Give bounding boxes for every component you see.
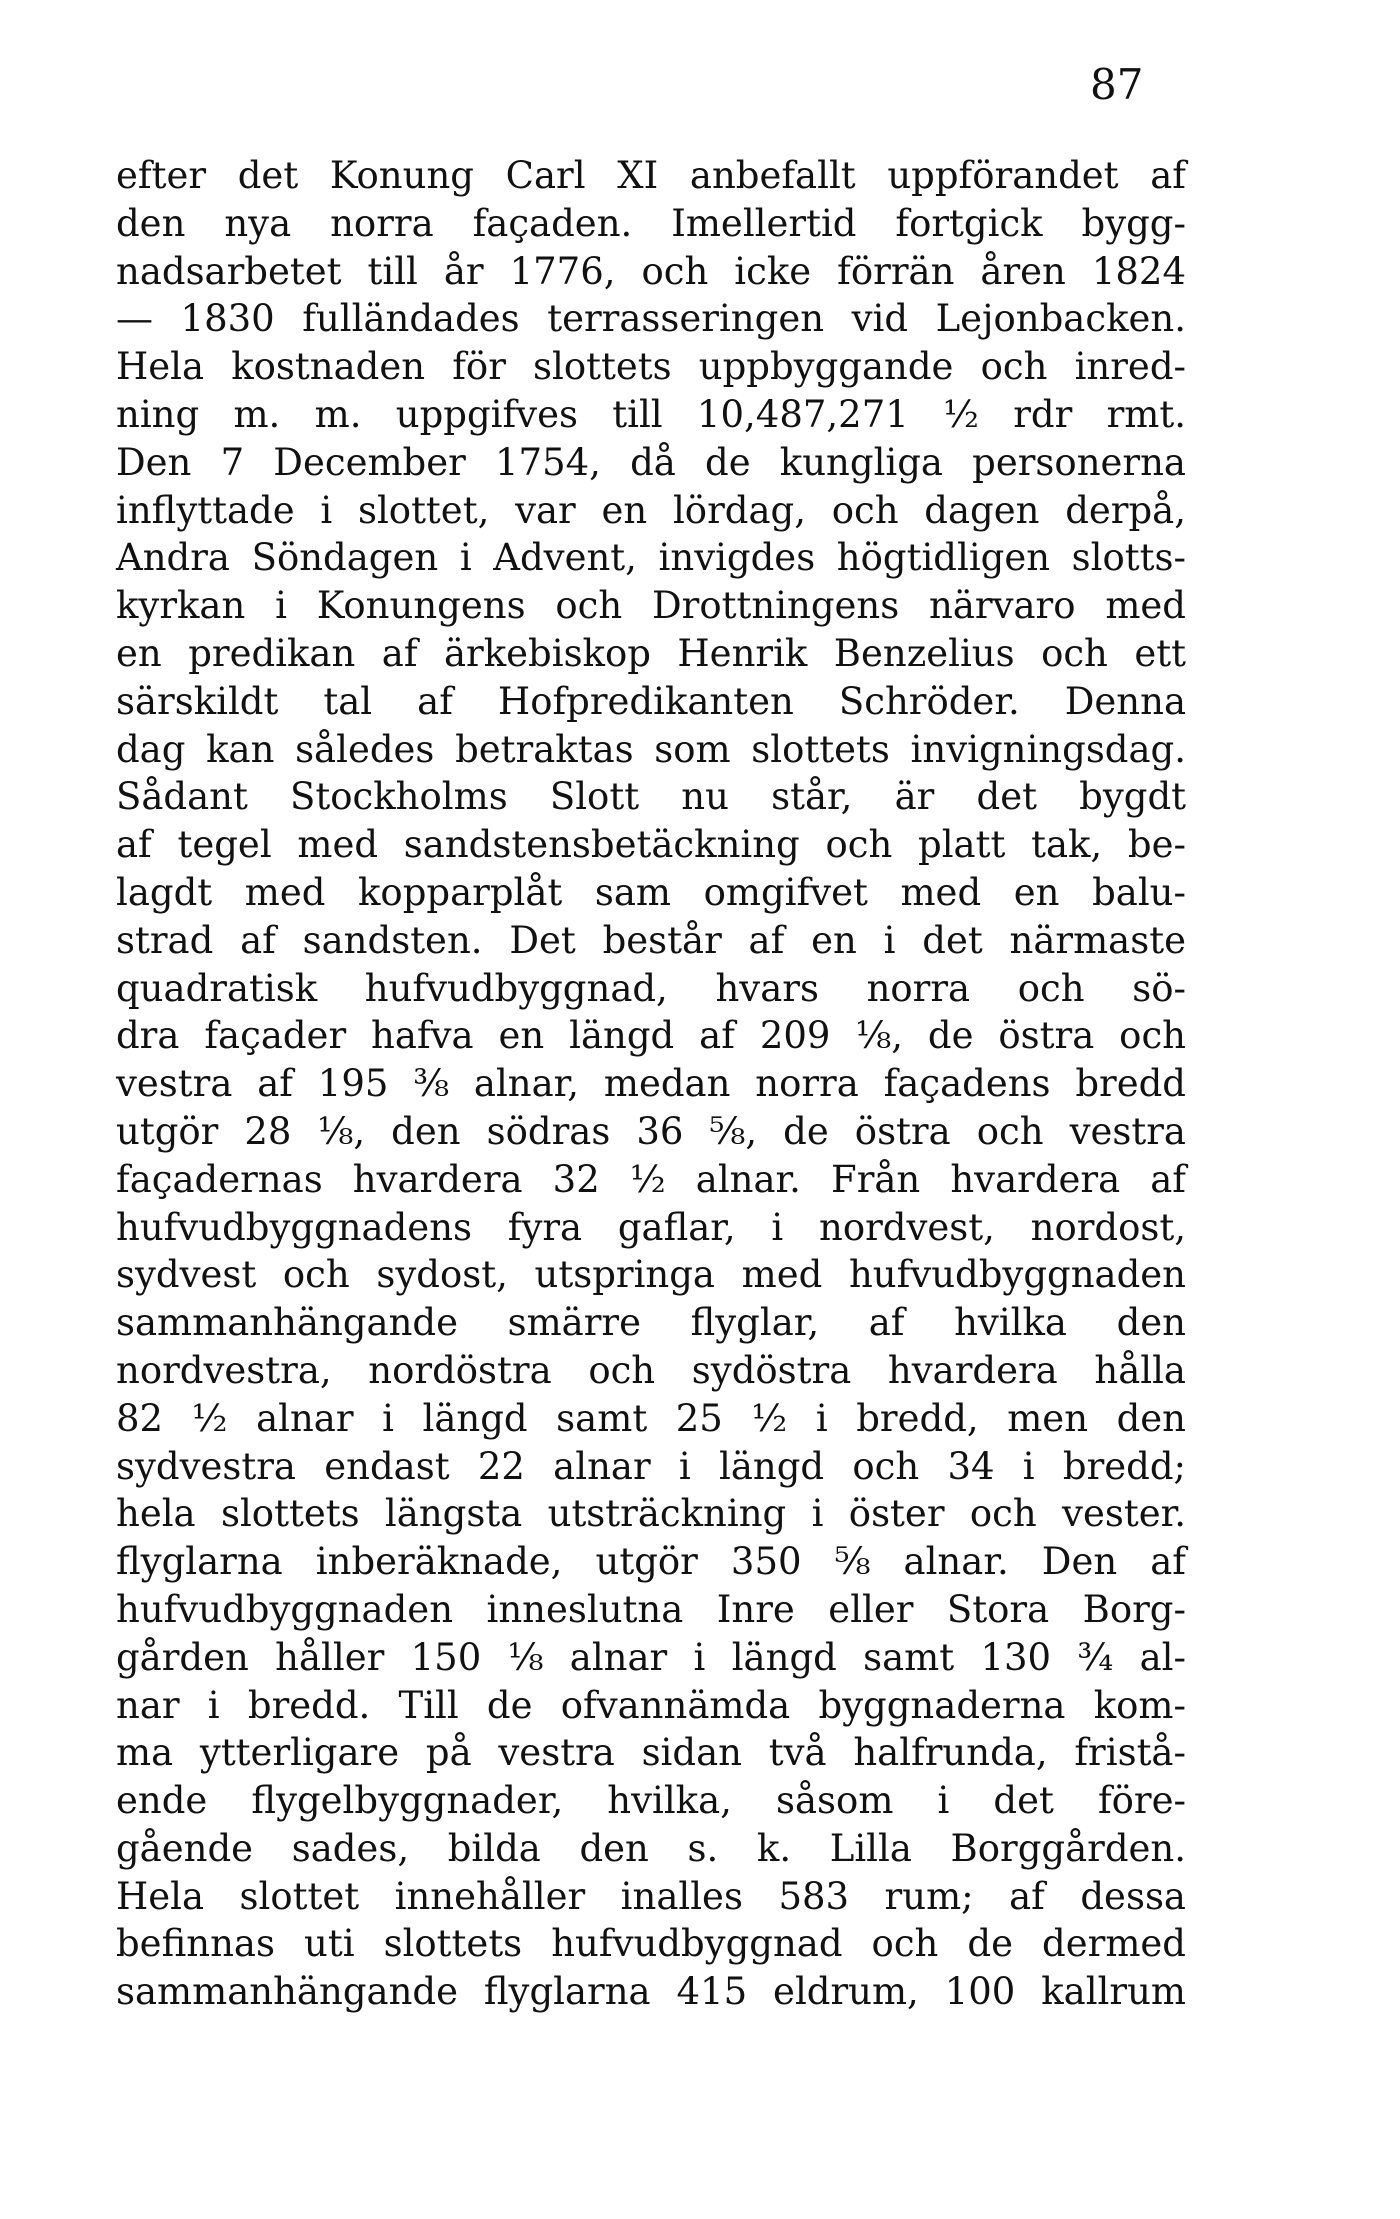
text-line: dra façader hafva en längd af 209 ⅛, de östra och	[116, 1014, 1186, 1058]
text-line: lagdt med kopparplåt sam omgifvet med en balu-	[116, 870, 1186, 914]
text-line: en predikan af ärkebiskop Henrik Benzelius och ett	[116, 631, 1186, 675]
text-line: nordvestra, nordöstra och sydöstra hvardera hålla	[116, 1348, 1186, 1392]
text-line: hufvudbyggnaden inneslutna Inre eller Stora Borg-	[116, 1587, 1186, 1631]
text-line: hufvudbyggnadens fyra gaflar, i nordvest, nordost,	[116, 1205, 1186, 1249]
text-line: Sådant Stockholms Slott nu står, är det bygdt	[116, 775, 1186, 819]
text-line: efter det Konung Carl XI anbefallt uppförandet af	[116, 154, 1186, 197]
text-line: sammanhängande smärre flyglar, af hvilka den	[116, 1301, 1186, 1345]
text-line: Hela kostnaden för slottets uppbyggande och inred-	[116, 345, 1186, 389]
text-line: Andra Söndagen i Advent, invigdes högtidligen slotts-	[116, 536, 1186, 580]
text-line: befinnas uti slottets hufvudbyggnad och de dermed	[116, 1922, 1186, 1966]
text-line: quadratisk hufvudbyggnad, hvars norra och sö-	[116, 966, 1186, 1010]
text-line: ning m. m. uppgifves till 10,487,271 ½ rdr rmt.	[116, 392, 1186, 436]
text-line: façadernas hvardera 32 ½ alnar. Från hvardera af	[116, 1157, 1186, 1201]
page-number: 87	[1090, 60, 1144, 109]
text-line: kyrkan i Konungens och Drottningens närvaro med	[116, 584, 1186, 628]
text-line: 82 ½ alnar i längd samt 25 ½ i bredd, men den	[116, 1396, 1186, 1440]
text-line: den nya norra façaden. Imellertid fortgick bygg-	[116, 201, 1186, 245]
text-line: strad af sandsten. Det består af en i det närmaste	[116, 918, 1186, 962]
text-line: sydvestra endast 22 alnar i längd och 34 i bredd;	[116, 1444, 1186, 1488]
text-line: Den 7 December 1754, då de kungliga personerna	[116, 440, 1186, 484]
text-line: särskildt tal af Hofpredikanten Schröder. Denna	[116, 679, 1186, 723]
text-line: nar i bredd. Till de ofvannämda byggnaderna kom-	[116, 1683, 1186, 1727]
text-line: inflyttade i slottet, var en lördag, och dagen derpå,	[116, 488, 1186, 532]
text-line: sammanhängande flyglarna 415 eldrum, 100 kallrum	[116, 1970, 1186, 2014]
text-line: nadsarbetet till år 1776, och icke förrän åren 1824	[116, 249, 1186, 293]
body-text	[116, 152, 1186, 2016]
text-line: ma ytterligare på vestra sidan två halfrunda, fristå-	[116, 1731, 1186, 1775]
text-line: flyglarna inberäknade, utgör 350 ⅝ alnar. Den af	[116, 1540, 1186, 1584]
text-line: Hela slottet innehåller inalles 583 rum; af dessa	[116, 1874, 1186, 1918]
text-line: gående sades, bilda den s. k. Lilla Borggården.	[116, 1826, 1186, 1870]
text-line: sydvest och sydost, utspringa med hufvudbyggnaden	[116, 1253, 1186, 1297]
text-line: vestra af 195 ⅜ alnar, medan norra façadens bredd	[116, 1062, 1186, 1106]
text-line: — 1830 fulländades terrasseringen vid Lejonbacken.	[116, 297, 1186, 341]
text-line: gården håller 150 ⅛ alnar i längd samt 130 ¾ al-	[116, 1635, 1186, 1679]
text-line: ende flygelbyggnader, hvilka, såsom i det före-	[116, 1779, 1186, 1823]
text-line: hela slottets längsta utsträckning i öster och vester.	[116, 1492, 1186, 1536]
text-line: af tegel med sandstensbetäckning och platt tak, be-	[116, 823, 1186, 867]
text-line: dag kan således betraktas som slottets invigningsdag.	[116, 727, 1186, 771]
text-line: utgör 28 ⅛, den södras 36 ⅝, de östra och vestra	[116, 1109, 1186, 1153]
